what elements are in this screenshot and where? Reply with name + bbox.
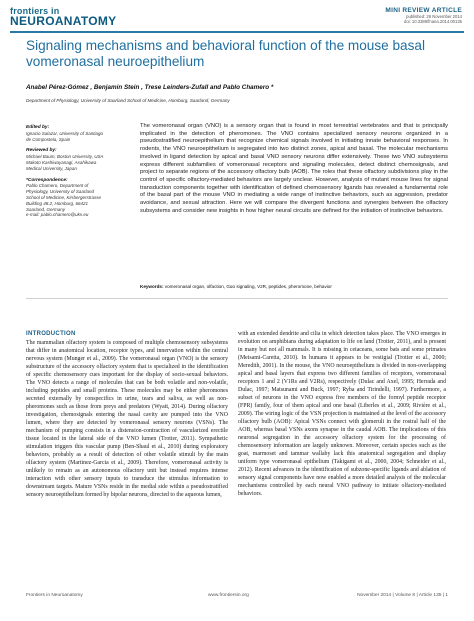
reviewed-by: Michael Baum, Boston University, USA Makoto Kashiwayanagi, Asahikawa Medical University, Japan	[26, 154, 104, 171]
author-list: Anabel Pérez-Gómez , Benjamin Stein , Trese Leinders-Zufall and Pablo Chamero *	[26, 84, 274, 91]
keywords-label: Keywords:	[140, 284, 164, 289]
article-type: MINI REVIEW ARTICLE	[385, 7, 462, 14]
article-title: Signaling mechanisms and behavioral function of the mouse basal vomeronasal neuroepithelium	[26, 38, 425, 69]
editorial-sidebar	[26, 125, 108, 224]
keywords	[140, 284, 448, 289]
paragraph: The mammalian olfactory system is composed of multiple chemosensory subsystems that differ in anatomical location, receptor types, and innervation within the central nervous system (Munger et al., 2009). The vomeronasal organ (VNO) is the sensory substructure of the accessory olfactory system that is specialized in the identification of specific chemosensory cues important for the display of socio-sexual behaviors. The VNO detects a range of molecules that can be both volatile and non-volatile, including peptides and small proteins. These molecules may be either pheromones secreted externally by conspecifics in urine, tears and saliva, as well as non-pheromones such as those from preys and predators (Wyatt, 2014). During olfactory investigation, chemosignals entering the nasal cavity are pumped into the VNO lumen, where they are detected by vomeronasal sensory neurons (VSNs). The mechanism of pumping consists in a distension-contraction of vascularized erectile tissue located in the lateral side of the VNO lumen (Trotier, 2011). Sympathetic stimulation triggers this vascular pump (Ben-Shaul et al., 2010) during exploratory behaviors, probably as a result of detection of other volatile stimuli by the main olfactory system (Martinez-Garcia et al., 2009). Therefore, vomeronasal activity is unlikely to remain as an autonomous olfactory unit but instead requires intense interaction with other sensory inputs to transduce the stimulus information to downstream targets. Mature VSNs reside in the medial side within a pseudostratified sensory neuroepithelium formed by bipolar neurons, directed to the aqueous lumen,	[26, 340, 228, 499]
paragraph: with an extended dendrite and cilia in which detection takes place. The VNO emerges in evolution on amphibians during adaptation to life on land (Trotier, 2011), and is present in many but not all mammals. It is missing in cetaceans, some bats and some primates (Meisami-Caretta, 2010). In humans it appears to be vestigial (Trotier et al., 2000; Meredith, 2001). In the mouse, the VNO neuroepithelium is divided in non-overlapping apical and basal layers that express two different families of receptors, vomeronasal receptors 1 and 2 (V1Rs and V2Rs), respectively (Dulac and Axel, 1995; Herrada and Dulac, 1997; Matsunami and Buck, 1997; Ryba and Tirindelli, 1997). Furthermore, a subset of neurons in the VNO express five members of the formyl peptide receptor (FPR) family, four of them apical and one basal (Liberles et al., 2009; Rivière et al., 2009). The wiring logic of the VSN projection is maintained at the level of the accessory olfactory bulb (AOB): Apical VSNs connect with glomeruli in the rostral half of the AOB, whereas basal VSNs axons synapse in the caudal AOB. The implications of this neuronal segregation in the accessory olfactory system for the processing of chemosensory information are largely unknown. Moreover, certain species such as the goat, marmoset and tammar wallaby lack this anatomical segregation and display uniform type vomeronasal epithelium (Takigami et al., 2000, 2004; Schneider et al., 2012). Recent advances in the identification of subzone-specific ligands and ablation of sensory signal components have now enabled a more detailed analysis of the molecular mechanisms controlled by each neural VNO pathway to initiate olfactory-mediated behaviors.	[238, 331, 446, 498]
abstract-separator	[26, 298, 448, 299]
edited-by-heading: Edited by:	[26, 125, 50, 130]
edited-by: Ignacio Salazar, University of Santiago de Compostela, Spain	[26, 130, 104, 142]
published-date: published: 26 November 2014	[406, 14, 462, 19]
keywords-text: vomeronasal organ, olfaction, Gαo signaling, V2R, peptides, pheromone, behavior	[164, 284, 332, 289]
body-column-left	[26, 330, 228, 499]
footer-journal: Frontiers in Neuroanatomy	[26, 593, 83, 598]
abstract: The vomeronasal organ (VNO) is a sensory organ that is found in most terrestrial vertebrates and that is principally implicated in the detection of pheromones. The VNO contains specialized sensory neurons organized in a pseudostratified neuroepithelium that recognize chemical signals involved in initiating innate behavioral responses. In rodents, the VNO neuroepithelium is segregated into two distinct zones, apical and basal. The molecular mechanisms involved in ligand detection by apical and basal VNO sensory neurons differ extensively. These two VNO subsystems express different subfamilies of vomeronasal receptors and signaling molecules, detect distinct chemosignals, and project to separate regions of the accessory olfactory bulb (AOB). The roles that these olfactory subdivisions play in the control of specific olfactory-mediated behaviors are largely unclear. However, analysis of mutant mouse lines for signal transduction components together with identification of defined chemosensory ligands has revealed a fundamental role of the basal part of the mouse VNO in mediating a wide range of instinctive behaviors, such as aggression, predator avoidance, and sexual attraction. Here we will compare the divergent functions and synergies between the olfactory subsystems and consider new insights in how higher neural circuits are defined for the initiation of instinctive behaviors.	[140, 123, 448, 214]
correspondence: Pablo Chamero, Department of Physiology, University of Saarland School of Medicine, Kirrbergerstrasse Building 48.2, Homburg, 66421 Saarland, Germany e-mail: pablo.chamero@uks.eu	[26, 183, 102, 218]
logo-line2: NEUROANATOMY	[10, 14, 117, 28]
footer-website[interactable]: www.frontiersin.org	[208, 593, 249, 598]
section-heading-introduction: INTRODUCTION	[26, 331, 76, 337]
logo-line1: frontiers in	[10, 6, 60, 16]
article-header-meta	[282, 7, 462, 24]
footer-citation: November 2014 | Volume 8 | Article 135 | 1	[357, 593, 448, 598]
journal-logo	[10, 6, 117, 28]
affiliation: Department of Physiology, University of Saarland School of Medicine, Homburg, Saarland, Germany	[26, 98, 230, 103]
correspondence-heading: *Correspondence:	[26, 177, 68, 183]
header-rule	[10, 31, 464, 33]
body-column-right	[238, 330, 446, 498]
reviewed-by-heading: Reviewed by:	[26, 148, 57, 154]
doi: doi: 10.3389/fnana.2014.00135	[404, 19, 462, 25]
